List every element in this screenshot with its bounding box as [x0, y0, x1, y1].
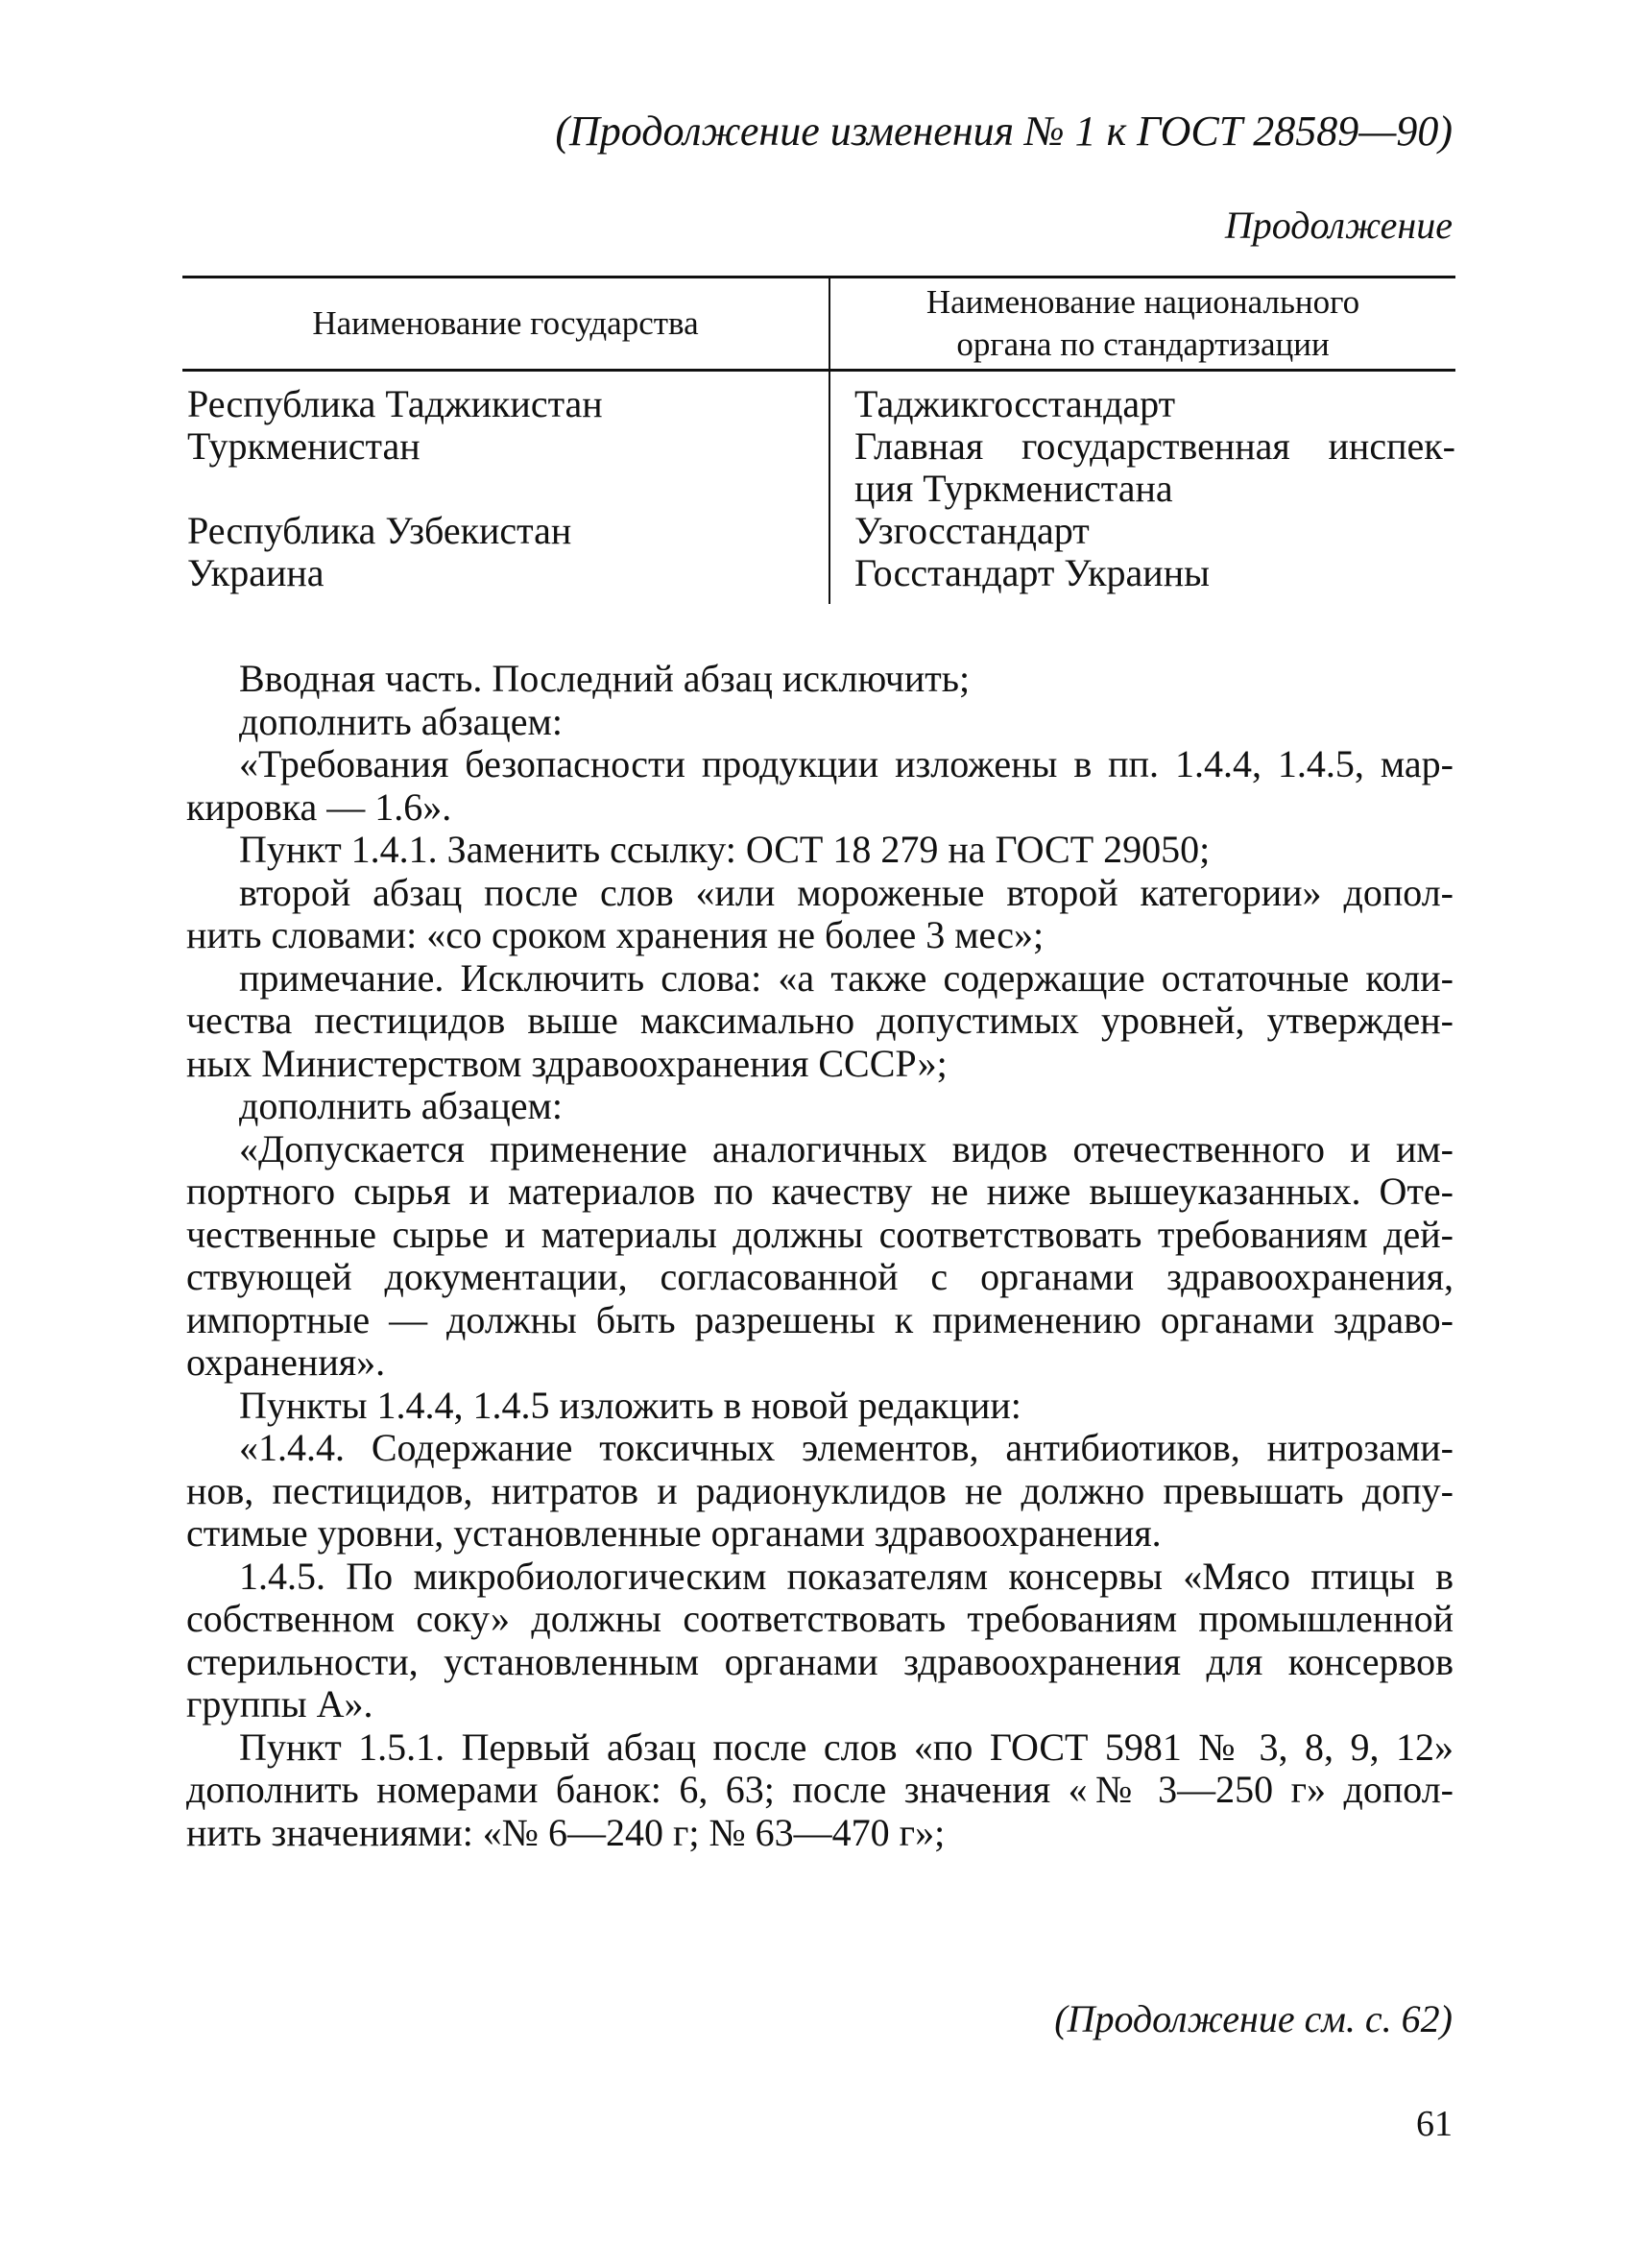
state-name-cell: Украина — [187, 551, 324, 594]
text-line: импортные — должны быть разрешены к применению органами здраво- — [186, 1297, 1454, 1341]
standards-body-cell: Таджикгосстандарт — [854, 382, 1176, 425]
standards-body-column — [830, 372, 1455, 604]
standards-body-cell: Госстандарт Украины — [854, 551, 1210, 594]
state-name-cell: Республика Узбекистан — [187, 509, 572, 552]
text-line: ных Министерством здравоохранения СССР»; — [186, 1041, 948, 1085]
text-line: стимые уровни, установленные органами здравоохранения. — [186, 1511, 1162, 1555]
text-line: Вводная часть. Последний абзац исключить; — [239, 657, 971, 700]
table-header-row — [182, 278, 1455, 372]
text-line: 1.4.5. По микробиологическим показателям консервы «Мясо птицы в — [239, 1554, 1454, 1598]
text-line: нить словами: «со сроком хранения не более 3 мес»; — [186, 913, 1045, 956]
text-line: Пункт 1.5.1. Первый абзац после слов «по ГОСТ 5981 № 3, 8, 9, 12» — [239, 1725, 1454, 1769]
table-body — [182, 372, 1455, 604]
text-line: «1.4.4. Содержание токсичных элементов, антибиотиков, нитрозами- — [239, 1426, 1454, 1469]
standards-body-cell: Главная государственная инспек- — [854, 424, 1455, 468]
text-line: нить значениями: «№ 6—240 г; № 63—470 г»; — [186, 1810, 946, 1854]
text-line: дополнить абзацем: — [239, 1084, 563, 1127]
text-line: «Требования безопасности продукции изложены в пп. 1.4.4, 1.4.5, мар- — [239, 742, 1454, 785]
text-line: чественные сырье и материалы должны соответствовать требованиям дей- — [186, 1212, 1454, 1256]
text-line: охранения». — [186, 1340, 386, 1384]
text-line: примечание. Исключить слова: «а также содержащие остаточные коли- — [239, 955, 1454, 1000]
page-number: 61 — [1416, 2104, 1453, 2144]
text-line: ствующей документации, согласованной с органами здравоохранения, — [186, 1255, 1454, 1298]
text-line: нов, пестицидов, нитратов и радионуклидов не должно превышать допу- — [186, 1468, 1454, 1512]
text-line: чества пестицидов выше максимально допустимых уровней, утвержден- — [186, 999, 1454, 1042]
state-name-cell: Республика Таджикистан — [187, 382, 603, 425]
amendment-body-text — [186, 658, 1454, 1854]
text-line: «Допускается применение аналогичных видов отечественного и им- — [239, 1126, 1454, 1170]
text-line: дополнить номерами банок: 6, 63; после значения «№ 3—250 г» допол- — [186, 1768, 1454, 1811]
text-line: Пункт 1.4.1. Заменить ссылку: ОСТ 18 279 на ГОСТ 29050; — [239, 828, 1211, 871]
text-line: стерильности, установленным органами здравоохранения для консервов — [186, 1639, 1454, 1683]
header-standards-body — [830, 278, 1455, 369]
running-header: (Продолжение изменения № 1 к ГОСТ 28589—90) — [555, 108, 1453, 155]
state-name-column — [182, 372, 830, 604]
header-state-name — [182, 278, 830, 369]
text-line: Пункты 1.4.4, 1.4.5 изложить в новой редакции: — [239, 1383, 1021, 1427]
standards-bodies-table — [182, 276, 1455, 604]
footer-continuation: (Продолжение см. с. 62) — [1054, 1997, 1453, 2040]
text-line: собственном соку» должны соответствовать требованиям промышленной — [186, 1597, 1454, 1640]
header-state-name-text: Наименование государства — [312, 304, 699, 342]
state-name-cell — [187, 468, 829, 510]
text-line: группы А». — [186, 1682, 373, 1725]
text-line: второй абзац после слов «или мороженые второй категории» допол- — [239, 870, 1454, 914]
standards-body-cell: Узгосстандарт — [854, 509, 1090, 552]
text-line: кировка — 1.6». — [186, 784, 452, 829]
header-standards-body-line-1: Наименование национального — [925, 283, 1360, 321]
header-standards-body-line-2: органа по стандартизации — [956, 326, 1330, 363]
text-line: портного сырья и материалов по качеству не ниже вышеуказанных. Оте- — [186, 1170, 1454, 1213]
standards-body-cell: ция Туркменистана — [854, 467, 1173, 510]
continuation-label: Продолжение — [1224, 204, 1453, 247]
state-name-cell: Туркменистан — [187, 424, 421, 468]
text-line: дополнить абзацем: — [239, 699, 563, 743]
